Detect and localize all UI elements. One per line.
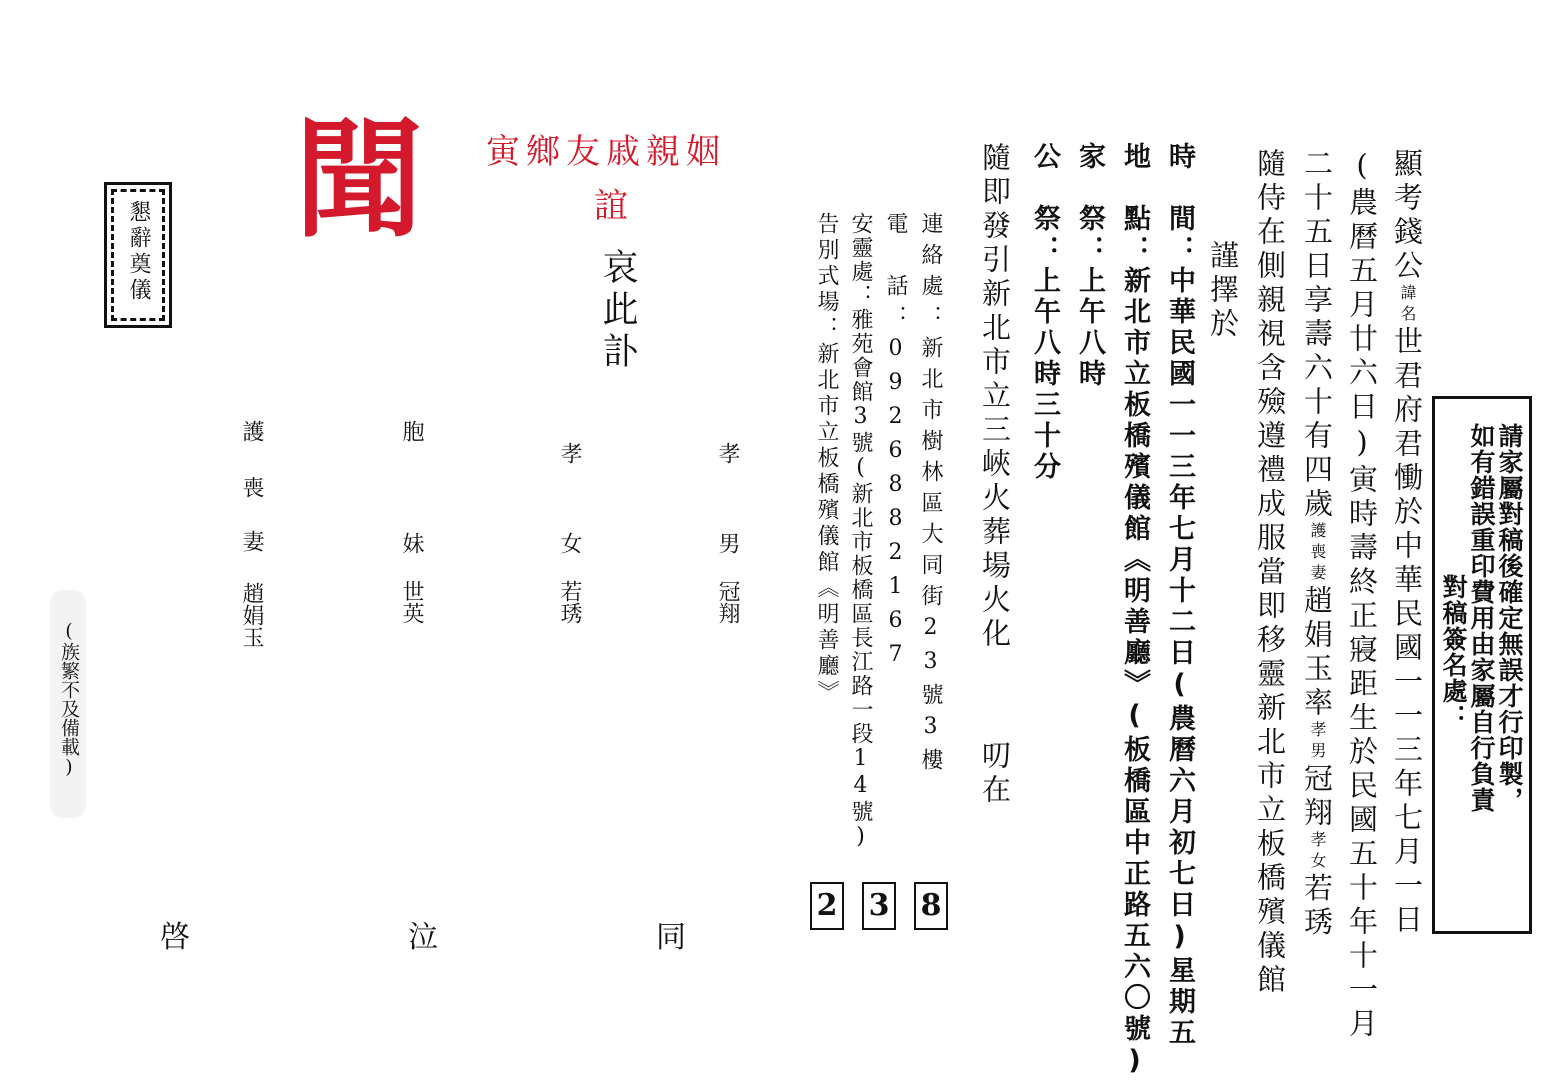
age-text: 二十五日享壽六十有四歲 [1300,148,1334,522]
wife-sub: 喪 [239,476,264,498]
apology-text: (族繁不及備載) [58,620,80,778]
mourn-text-2: 訃 [597,332,638,368]
notice-line-2: 如有錯誤重印費用由家屬自行負責 [1467,423,1496,813]
death-date-text: 世君府君慟於中華民國一一三年七月一日 [1390,325,1424,938]
sister-name: 世英 [399,580,424,624]
son-title: 孝 [715,442,740,464]
contact-ceremony: 告別式場：新北市立板橋殯儀館《明善廳》 [814,212,839,706]
body-column-2: (農曆五月廿六日)寅時壽終正寢距生於民國五十年十一月 [1345,148,1379,1042]
daughter-title: 孝 [557,442,582,464]
body-column-4: 隨侍在側親視含殮遵禮成服當即移靈新北市立板橋殯儀館 [1253,148,1287,998]
public-rite: 公 祭：上午八時三十分 [1029,142,1060,483]
code-box-2: 3 [862,882,896,930]
closing-text: 叨在 [978,740,1012,808]
contact-hall: 安靈處：雅苑會館3號(新北市板橋區長江路一段14號) [848,212,873,851]
notice-line-1: 請家屬對稿後確定無誤才行印製， [1495,423,1524,813]
body-column-1 [1390,148,1424,938]
body-column-3 [1300,148,1334,941]
signoff-qi: 泣 [408,920,438,955]
family-rite: 家 祭：上午八時 [1074,142,1105,390]
cremation-text: 隨即發引新北市立三峽火葬場火化 [978,142,1012,652]
contact-phone: 電 話：0926882167 [883,212,908,676]
contact-address: 連絡處：新北市樹林區大同街23號3樓 [918,212,943,779]
wife-name: 趙娟玉率 [1300,584,1334,721]
funeral-place: 地 點：新北市立板橋殯儀館《明善廳》(板橋區中正路五六〇號) [1119,142,1150,1080]
sister-role: 妹 [399,532,424,554]
code-box-3: 8 [914,882,948,930]
son-name: 冠翔 [1300,762,1334,831]
proof-notice-box [1432,396,1532,934]
funeral-time: 時 間：中華民國一一三年七月十二日(農曆六月初七日)星期五 [1164,142,1195,1049]
son-label: 孝男 [1308,720,1327,763]
son-role: 男 [715,532,740,554]
deceased-title: 顯考錢公 [1390,148,1424,284]
wife-title: 護 [239,420,264,442]
invite-heading: 姻親戚友鄉寅 [486,132,726,172]
apology-box [50,590,86,818]
wife-role: 妻 [239,530,264,552]
sister-title: 胞 [399,420,424,442]
invite-heading-2: 誼 [594,186,634,226]
daughter-label: 孝女 [1308,830,1327,873]
wife-label: 護喪妻 [1308,522,1327,585]
daughter-role: 女 [557,532,582,554]
body-column-5: 謹擇於 [1206,240,1240,342]
decline-gifts-box [104,182,172,328]
daughter-name: 若琇 [1300,872,1334,941]
notice-line-3: 對稿簽名處： [1439,574,1468,730]
signoff-tong: 同 [656,920,686,955]
mourn-text-1: 哀此 [597,248,638,332]
decline-gifts-text: 懇辭奠儀 [126,200,151,304]
given-name-label: 諱名 [1398,284,1417,326]
son-name: 冠翔 [715,580,740,624]
wen-character: 聞 [295,106,424,255]
signoff-kai: 啓 [160,920,190,955]
wife-name: 趙娟玉 [239,582,264,648]
daughter-name: 若琇 [557,580,582,624]
code-box-1: 2 [810,882,844,930]
